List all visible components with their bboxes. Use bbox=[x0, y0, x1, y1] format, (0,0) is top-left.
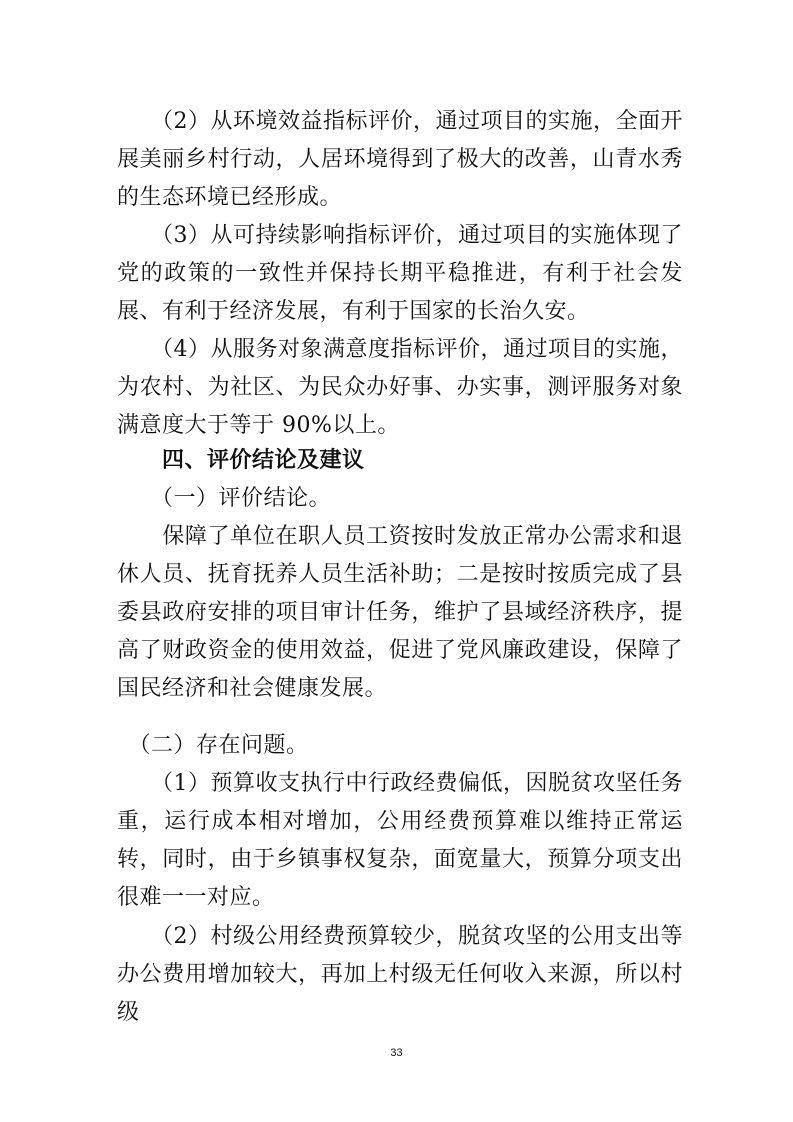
subheading-evaluation-conclusion: （一）评价结论。 bbox=[117, 486, 332, 511]
paragraph-satisfaction: （4）从服务对象满意度指标评价，通过项目的实施，为农村、为社区、为民众办好事、办实事，测评服务对象满意度大于等于 90%以上。 bbox=[117, 337, 683, 438]
section-heading-conclusions: 四、评价结论及建议 bbox=[117, 448, 365, 473]
paragraph-problem-2: （2）村级公用经费预算较少，脱贫攻坚的公用支出等办公费用增加较大，再加上村级无任何收入来源，所以村级 bbox=[117, 924, 683, 1025]
paragraph-sustainability: （3）从可持续影响指标评价，通过项目的实施体现了党的政策的一致性并保持长期平稳推进，有利于社会发展、有利于经济发展，有利于国家的长治久安。 bbox=[117, 223, 683, 324]
subheading-existing-problems: （二）存在问题。 bbox=[117, 733, 309, 758]
paragraph-environmental-benefit: （2）从环境效益指标评价，通过项目的实施，全面开展美丽乡村行动，人居环境得到了极大的改善，山青水秀的生态环境已经形成。 bbox=[117, 109, 683, 210]
page-number: 33 bbox=[390, 1047, 403, 1059]
paragraph-problem-1: （1）预算收支执行中行政经费偏低，因脱贫攻坚任务重，运行成本相对增加，公用经费预算难以维持正常运转，同时，由于乡镇事权复杂，面宽量大，预算分项支出很难一一对应。 bbox=[117, 771, 683, 910]
paragraph-conclusion-body: 保障了单位在职人员工资按时发放正常办公需求和退休人员、抚育抚养人员生活补助；二是按时按质完成了县委县政府安排的项目审计任务，维护了县域经济秩序，提高了财政资金的使用效益，促进了党风廉政建设，保障了国民经济和社会健康发展。 bbox=[117, 524, 683, 701]
